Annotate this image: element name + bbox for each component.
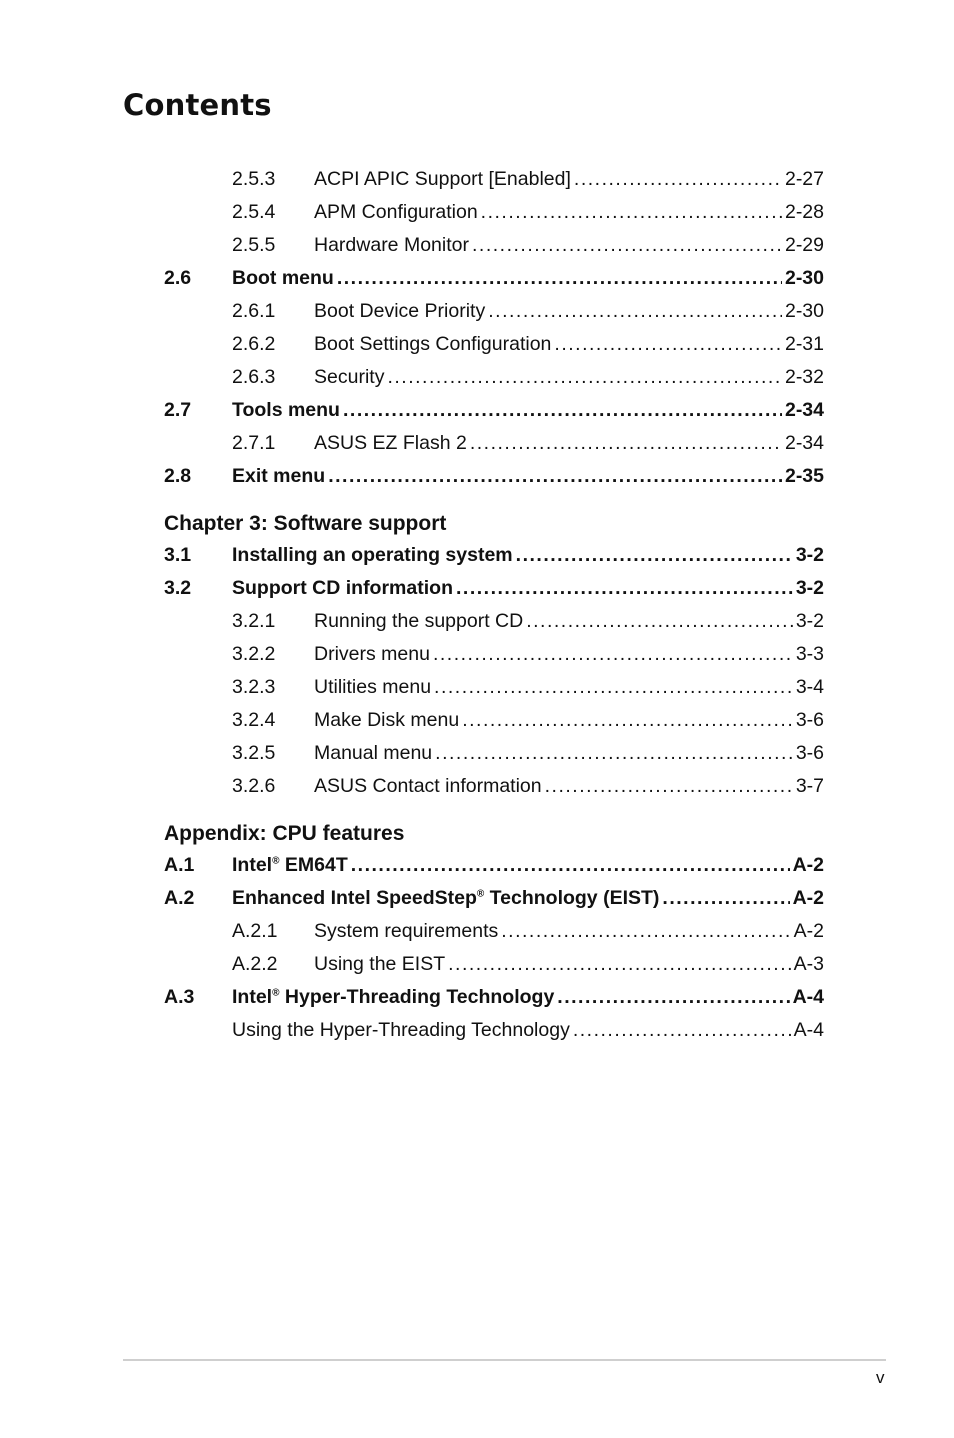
dot-leader <box>557 981 789 1014</box>
entry-page: A-2 <box>792 854 824 876</box>
entry-title: Using the Hyper-Threading Technology <box>232 1019 570 1041</box>
dot-leader <box>545 770 793 803</box>
entry-number: A.2.1 <box>232 920 278 942</box>
entry-number: 2.7.1 <box>232 432 276 454</box>
toc-entry-3-2-5[interactable] <box>164 737 824 770</box>
entry-page: A-3 <box>793 953 824 975</box>
dot-leader <box>472 229 782 262</box>
dot-leader <box>434 671 793 704</box>
entry-title: Hardware Monitor <box>314 234 469 256</box>
entry-number: 2.7 <box>164 399 192 421</box>
dot-leader <box>343 394 782 427</box>
entry-page: 2-30 <box>784 300 824 322</box>
toc-entry-a-3[interactable] <box>164 981 824 1014</box>
toc-entry-using-hyper-threading[interactable] <box>164 1014 824 1047</box>
entry-title: Boot menu <box>232 267 334 289</box>
entry-number: 3.2 <box>164 577 192 599</box>
entry-title: Exit menu <box>232 465 326 487</box>
entry-page: A-4 <box>793 1019 824 1041</box>
toc-entry-a-1[interactable] <box>164 849 824 882</box>
table-of-contents <box>164 163 824 1047</box>
entry-title: Make Disk menu <box>314 709 460 731</box>
entry-number: 2.6.2 <box>232 333 276 355</box>
entry-page: 3-6 <box>795 742 824 764</box>
entry-page: A-4 <box>792 986 824 1008</box>
toc-entry-2-6-3[interactable] <box>164 361 824 394</box>
dot-leader <box>462 704 793 737</box>
appendix-heading[interactable]: Appendix: CPU features <box>164 822 405 845</box>
entry-title: Security <box>314 366 385 388</box>
entry-page: 2-29 <box>784 234 824 256</box>
toc-entry-3-2-6[interactable] <box>164 770 824 803</box>
dot-leader <box>488 295 782 328</box>
toc-entry-3-2-3[interactable] <box>164 671 824 704</box>
footer-divider <box>123 1359 886 1361</box>
entry-page: 3-3 <box>795 643 824 665</box>
entry-number: A.2 <box>164 887 195 909</box>
entry-number: 2.6 <box>164 267 192 289</box>
dot-leader <box>554 328 782 361</box>
dot-leader <box>574 163 782 196</box>
entry-page: 2-31 <box>784 333 824 355</box>
entry-title: APM Configuration <box>314 201 478 223</box>
entry-number: 3.2.5 <box>232 742 276 764</box>
entry-page: 3-7 <box>795 775 824 797</box>
entry-title: Installing an operating system <box>232 544 513 566</box>
entry-page: A-2 <box>792 887 824 909</box>
entry-title: ASUS EZ Flash 2 <box>314 432 467 454</box>
chapter-3-heading[interactable]: Chapter 3: Software support <box>164 512 447 535</box>
toc-entry-3-2-1[interactable] <box>164 605 824 638</box>
entry-title: Utilities menu <box>314 676 432 698</box>
entry-page: 3-2 <box>795 544 824 566</box>
toc-entry-2-5-3[interactable] <box>164 163 824 196</box>
entry-page: 2-30 <box>784 267 824 289</box>
entry-page: 2-28 <box>784 201 824 223</box>
entry-number: 2.5.3 <box>232 168 276 190</box>
entry-number: 2.5.4 <box>232 201 276 223</box>
dot-leader <box>337 262 782 295</box>
entry-title: Support CD information <box>232 577 453 599</box>
entry-number: 3.2.4 <box>232 709 276 731</box>
entry-title: ACPI APIC Support [Enabled] <box>314 168 571 190</box>
dot-leader <box>351 849 790 882</box>
dot-leader <box>516 539 793 572</box>
entry-page: 2-34 <box>784 432 824 454</box>
page-number: v <box>876 1368 885 1387</box>
entry-page: 2-34 <box>784 399 824 421</box>
toc-entry-2-6-2[interactable] <box>164 328 824 361</box>
entry-page: 3-6 <box>795 709 824 731</box>
toc-entry-a-2-1[interactable] <box>164 915 824 948</box>
entry-page: 2-27 <box>784 168 824 190</box>
entry-number: 2.8 <box>164 465 192 487</box>
entry-title: Intel® Hyper-Threading Technology <box>232 986 555 1008</box>
registered-mark: ® <box>272 987 280 999</box>
dot-leader <box>387 361 782 394</box>
dot-leader <box>526 605 793 638</box>
dot-leader <box>435 737 793 770</box>
entry-title: Boot Device Priority <box>314 300 486 322</box>
dot-leader <box>456 572 793 605</box>
toc-entry-3-2-2[interactable] <box>164 638 824 671</box>
toc-entry-3-2[interactable] <box>164 572 824 605</box>
dot-leader <box>470 427 782 460</box>
toc-entry-3-1[interactable] <box>164 539 824 572</box>
entry-number: 3.2.2 <box>232 643 276 665</box>
toc-entry-2-7[interactable] <box>164 394 824 427</box>
entry-number: 3.1 <box>164 544 192 566</box>
entry-number: 3.2.6 <box>232 775 276 797</box>
entry-page: A-2 <box>793 920 824 942</box>
dot-leader <box>662 882 789 915</box>
toc-entry-2-6[interactable] <box>164 262 824 295</box>
page-title: Contents <box>123 88 272 122</box>
registered-mark: ® <box>272 855 280 867</box>
entry-page: 2-35 <box>784 465 824 487</box>
entry-title: System requirements <box>314 920 499 942</box>
entry-number: 2.6.3 <box>232 366 276 388</box>
dot-leader <box>328 460 782 493</box>
entry-title: Running the support CD <box>314 610 524 632</box>
dot-leader <box>481 196 782 229</box>
entry-number: 3.2.1 <box>232 610 276 632</box>
entry-number: A.2.2 <box>232 953 278 975</box>
entry-title: Drivers menu <box>314 643 430 665</box>
dot-leader <box>501 915 790 948</box>
entry-number: 2.6.1 <box>232 300 276 322</box>
entry-page: 3-4 <box>795 676 824 698</box>
entry-title: Boot Settings Configuration <box>314 333 552 355</box>
entry-title: Using the EIST <box>314 953 446 975</box>
toc-entry-2-8[interactable] <box>164 460 824 493</box>
entry-title: Enhanced Intel SpeedStep® Technology (EIST) <box>232 887 660 909</box>
entry-number: 2.5.5 <box>232 234 276 256</box>
entry-title: Manual menu <box>314 742 433 764</box>
toc-entry-a-2-2[interactable] <box>164 948 824 981</box>
entry-number: 3.2.3 <box>232 676 276 698</box>
toc-entry-a-2[interactable] <box>164 882 824 915</box>
entry-number: A.1 <box>164 854 195 876</box>
dot-leader <box>573 1014 791 1047</box>
entry-page: 3-2 <box>795 577 824 599</box>
entry-number: A.3 <box>164 986 195 1008</box>
entry-page: 3-2 <box>795 610 824 632</box>
toc-entry-2-5-4[interactable] <box>164 196 824 229</box>
entry-page: 2-32 <box>784 366 824 388</box>
toc-entry-3-2-4[interactable] <box>164 704 824 737</box>
registered-mark: ® <box>476 888 485 900</box>
dot-leader <box>433 638 793 671</box>
toc-entry-2-7-1[interactable] <box>164 427 824 460</box>
entry-title: Tools menu <box>232 399 340 421</box>
entry-title: Intel® EM64T <box>232 854 348 876</box>
dot-leader <box>448 948 791 981</box>
toc-entry-2-6-1[interactable] <box>164 295 824 328</box>
toc-entry-2-5-5[interactable] <box>164 229 824 262</box>
entry-title: ASUS Contact information <box>314 775 542 797</box>
